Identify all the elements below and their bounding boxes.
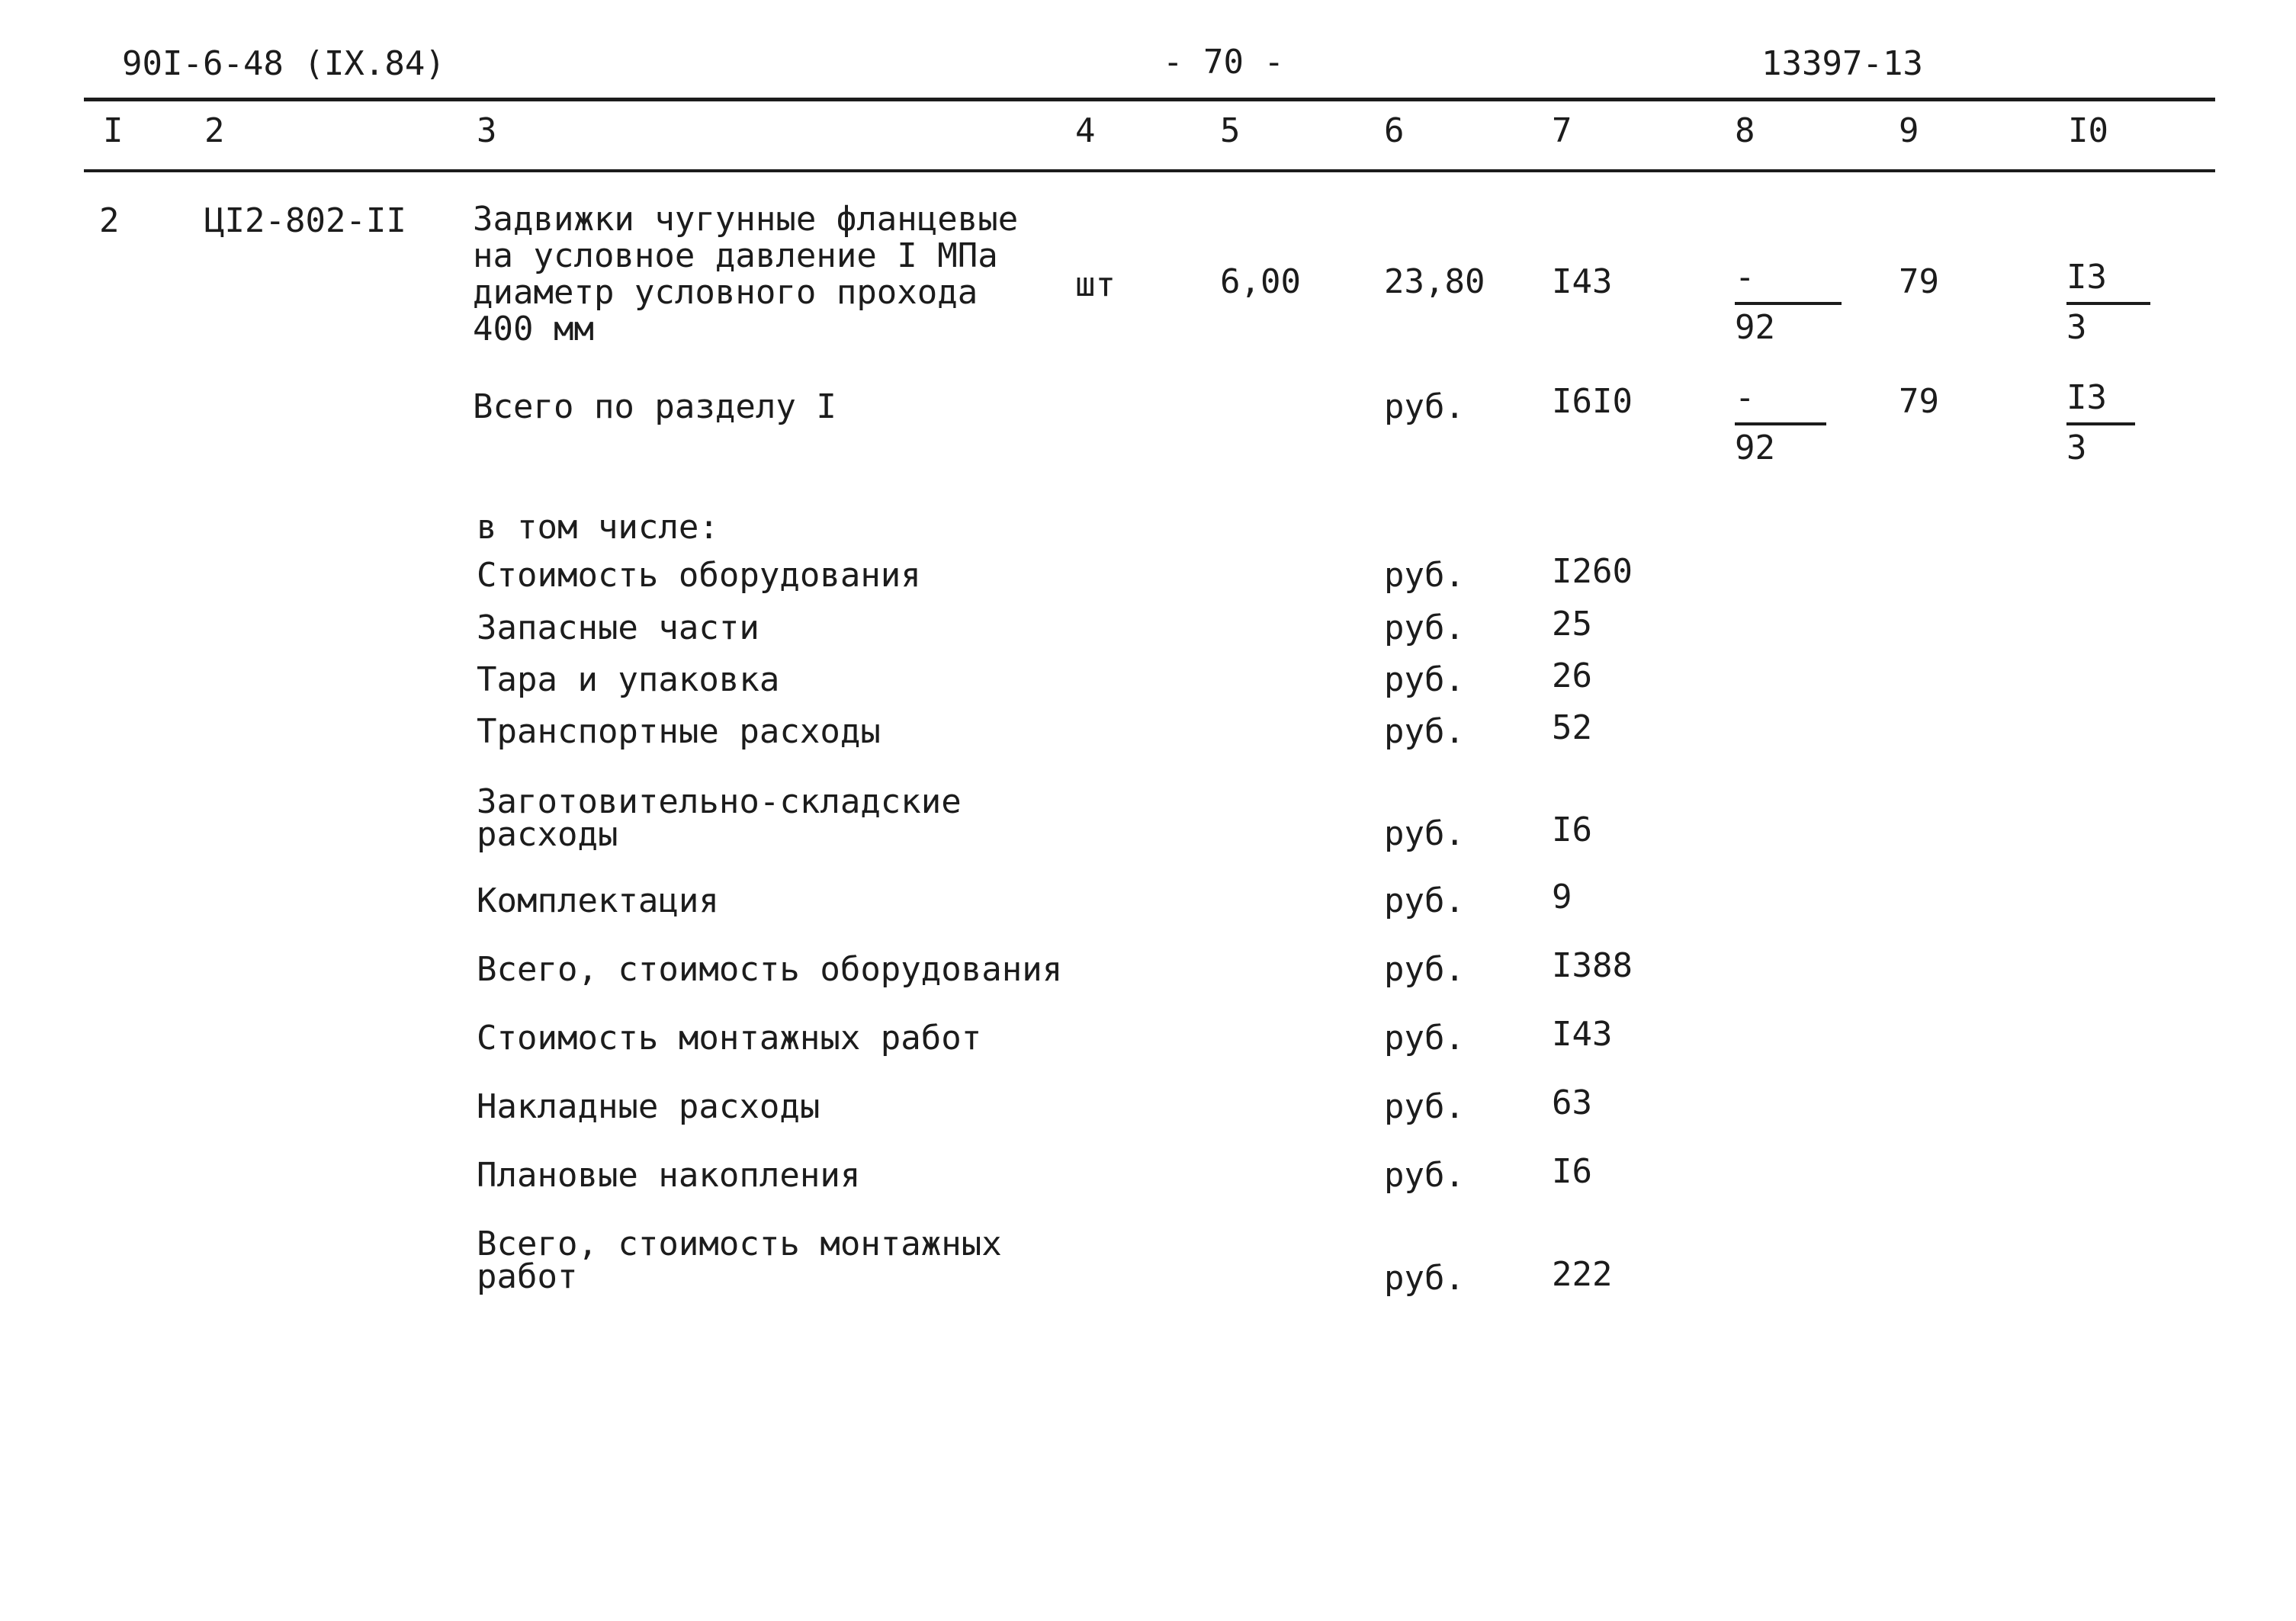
item-unit: шт <box>1075 265 1116 304</box>
breakdown-label: Стоимость оборудования <box>477 556 921 595</box>
item-col10-fraction <box>2066 258 2150 347</box>
column-number: 2 <box>204 111 225 150</box>
item-name-line: на условное давление I МПа <box>473 236 998 275</box>
item-position: 2 <box>99 201 120 240</box>
item-col8-fraction <box>1735 258 1842 347</box>
section-total-col9: 79 <box>1899 382 1939 421</box>
breakdown-value: 52 <box>1552 708 1592 747</box>
fraction-denominator: 92 <box>1735 429 1775 467</box>
breakdown-value: 9 <box>1552 878 1572 916</box>
breakdown-unit: руб. <box>1384 660 1465 699</box>
column-number: 7 <box>1552 111 1572 150</box>
section-total-col10-fraction <box>2066 378 2135 467</box>
breakdown-label: Накладные расходы <box>477 1087 820 1126</box>
breakdown-label: Плановые накопления <box>477 1156 861 1195</box>
item-code: ЦI2-802-II <box>204 201 406 240</box>
breakdown-unit: руб. <box>1384 1259 1465 1298</box>
breakdown-label: Комплектация <box>477 881 719 920</box>
item-name-line: 400 мм <box>473 310 594 348</box>
fraction-numerator: - <box>1735 258 1755 297</box>
breakdown-value: I43 <box>1552 1015 1613 1054</box>
item-name-line: диаметр условного прохода <box>473 273 978 312</box>
breakdown-label: Транспортные расходы <box>477 712 881 751</box>
breakdown-unit: руб. <box>1384 950 1465 989</box>
breakdown-label: Всего, стоимость монтажных работ <box>477 1225 1002 1297</box>
breakdown-label: Стоимость монтажных работ <box>477 1019 982 1058</box>
fraction-bar <box>1735 302 1842 305</box>
breakdown-label: Тара и упаковка <box>477 660 780 699</box>
breakdown-unit: руб. <box>1384 712 1465 751</box>
breakdown-label: Запасные части <box>477 608 759 647</box>
column-number: I0 <box>2068 111 2108 150</box>
header-top-rule <box>84 98 2215 101</box>
breakdown-value: 222 <box>1552 1255 1613 1294</box>
item-col9: 79 <box>1899 262 1939 301</box>
column-number: 6 <box>1384 111 1405 150</box>
breakdown-value: 25 <box>1552 605 1592 644</box>
breakdown-value: I6 <box>1552 810 1592 849</box>
archive-number: 13397-13 <box>1761 44 1923 83</box>
item-name-line: Задвижки чугунные фланцевые <box>473 200 1019 239</box>
item-total: I43 <box>1552 262 1613 301</box>
header-bottom-rule <box>84 169 2215 172</box>
breakdown-unit: руб. <box>1384 556 1465 595</box>
fraction-numerator: - <box>1735 378 1755 417</box>
section-total-label: Всего по разделу I <box>473 387 837 426</box>
column-number: 5 <box>1220 111 1241 150</box>
breakdown-label: Всего, стоимость оборудования <box>477 950 1063 989</box>
item-price: 23,80 <box>1384 262 1485 301</box>
column-number: 8 <box>1735 111 1755 150</box>
breakdown-unit: руб. <box>1384 1156 1465 1195</box>
fraction-denominator: 3 <box>2066 308 2087 347</box>
including-label: в том числе: <box>477 508 719 547</box>
doc-code: 90I-6-48 (IX.84) <box>122 44 445 83</box>
fraction-denominator: 3 <box>2066 429 2087 467</box>
fraction-bar <box>2066 422 2135 425</box>
section-total-unit: руб. <box>1384 387 1465 426</box>
column-number: 4 <box>1075 111 1096 150</box>
breakdown-value: 63 <box>1552 1083 1592 1122</box>
fraction-denominator: 92 <box>1735 308 1775 347</box>
section-total-value: I6I0 <box>1552 382 1633 421</box>
fraction-bar <box>1735 422 1826 425</box>
breakdown-unit: руб. <box>1384 608 1465 647</box>
fraction-numerator: I3 <box>2066 258 2107 297</box>
section-total-col8-fraction <box>1735 378 1826 467</box>
page-number: - 70 - <box>1163 43 1284 82</box>
breakdown-unit: руб. <box>1384 1019 1465 1058</box>
breakdown-unit: руб. <box>1384 814 1465 853</box>
fraction-numerator: I3 <box>2066 378 2107 417</box>
item-quantity: 6,00 <box>1220 262 1301 301</box>
column-number: 3 <box>477 111 497 150</box>
breakdown-unit: руб. <box>1384 1087 1465 1126</box>
breakdown-value: 26 <box>1552 656 1592 695</box>
breakdown-value: I260 <box>1552 552 1633 591</box>
breakdown-value: I388 <box>1552 946 1633 985</box>
breakdown-label: Заготовительно-складские расходы <box>477 782 962 855</box>
breakdown-unit: руб. <box>1384 881 1465 920</box>
breakdown-value: I6 <box>1552 1152 1592 1191</box>
fraction-bar <box>2066 302 2150 305</box>
column-number: 9 <box>1899 111 1919 150</box>
column-number: I <box>103 111 124 150</box>
